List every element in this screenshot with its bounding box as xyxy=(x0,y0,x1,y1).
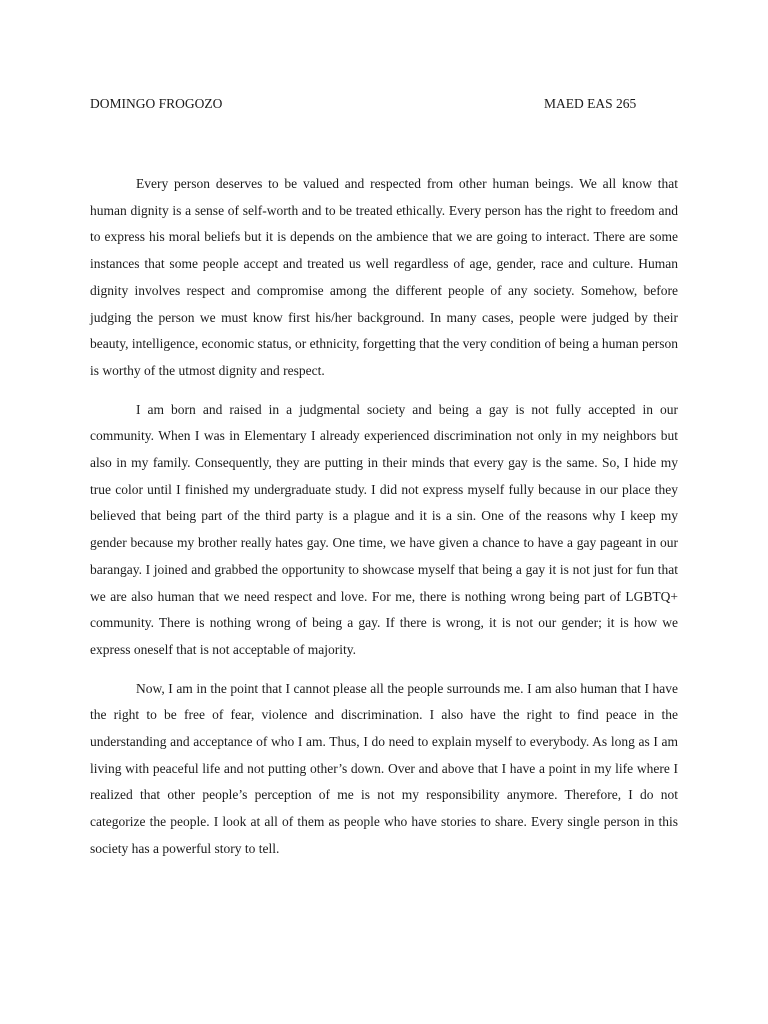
paragraph-2: I am born and raised in a judgmental society and being a gay is not fully accepted in our community. When I was in Elementary I already experienced discrimination not only in my neighbors but also in my family. Consequently, they are putting in their minds that every gay is the same. So, I hide my true color until I finished my undergraduate study. I did not express myself fully because in our place they believed that being part of the third party is a plague and it is a sin. One of the reasons why I keep my gender because my brother really hates gay. One time, we have given a chance to have a gay pageant in our barangay. I joined and grabbed the opportunity to showcase myself that being a gay it is not just for fun that we are also human that we need respect and love. For me, there is nothing wrong being part of LGBTQ+ community. There is nothing wrong of being a gay. If there is wrong, it is not our gender; it is how we express oneself that is not acceptable of majority. xyxy=(90,401,678,657)
author-name: DOMINGO FROGOZO xyxy=(90,96,223,111)
paragraph-1: Every person deserves to be valued and respected from other human beings. We all know that human dignity is a sense of self-worth and to be treated ethically. Every person has the right to freedom and to express his moral beliefs but it is depends on the ambience that we are going to interact. There are some instances that some people accept and treated us well regardless of age, gender, race and culture. Human dignity involves respect and compromise among the different people of any society. Somehow, before judging the person we must know first his/her background. In many cases, people were judged by their beauty, intelligence, economic status, or ethnicity, forgetting that the very condition of being a human person is worthy of the utmost dignity and respect. xyxy=(90,176,678,378)
essay-body xyxy=(90,171,678,875)
course-code: MAED EAS 265 xyxy=(544,96,637,111)
paragraph-3: Now, I am in the point that I cannot please all the people surrounds me. I am also human that I have the right to be free of fear, violence and discrimination. I also have the right to find peace in the understanding and acceptance of who I am. Thus, I do need to explain myself to everybody. As long as I am living with peaceful life and not putting other’s down. Over and above that I have a point in my life where I realized that other people’s perception of me is not my responsibility anymore. Therefore, I do not categorize the people. I look at all of them as people who have stories to share. Every single person in this society has a powerful story to tell. xyxy=(90,680,678,856)
document-header xyxy=(90,94,678,114)
